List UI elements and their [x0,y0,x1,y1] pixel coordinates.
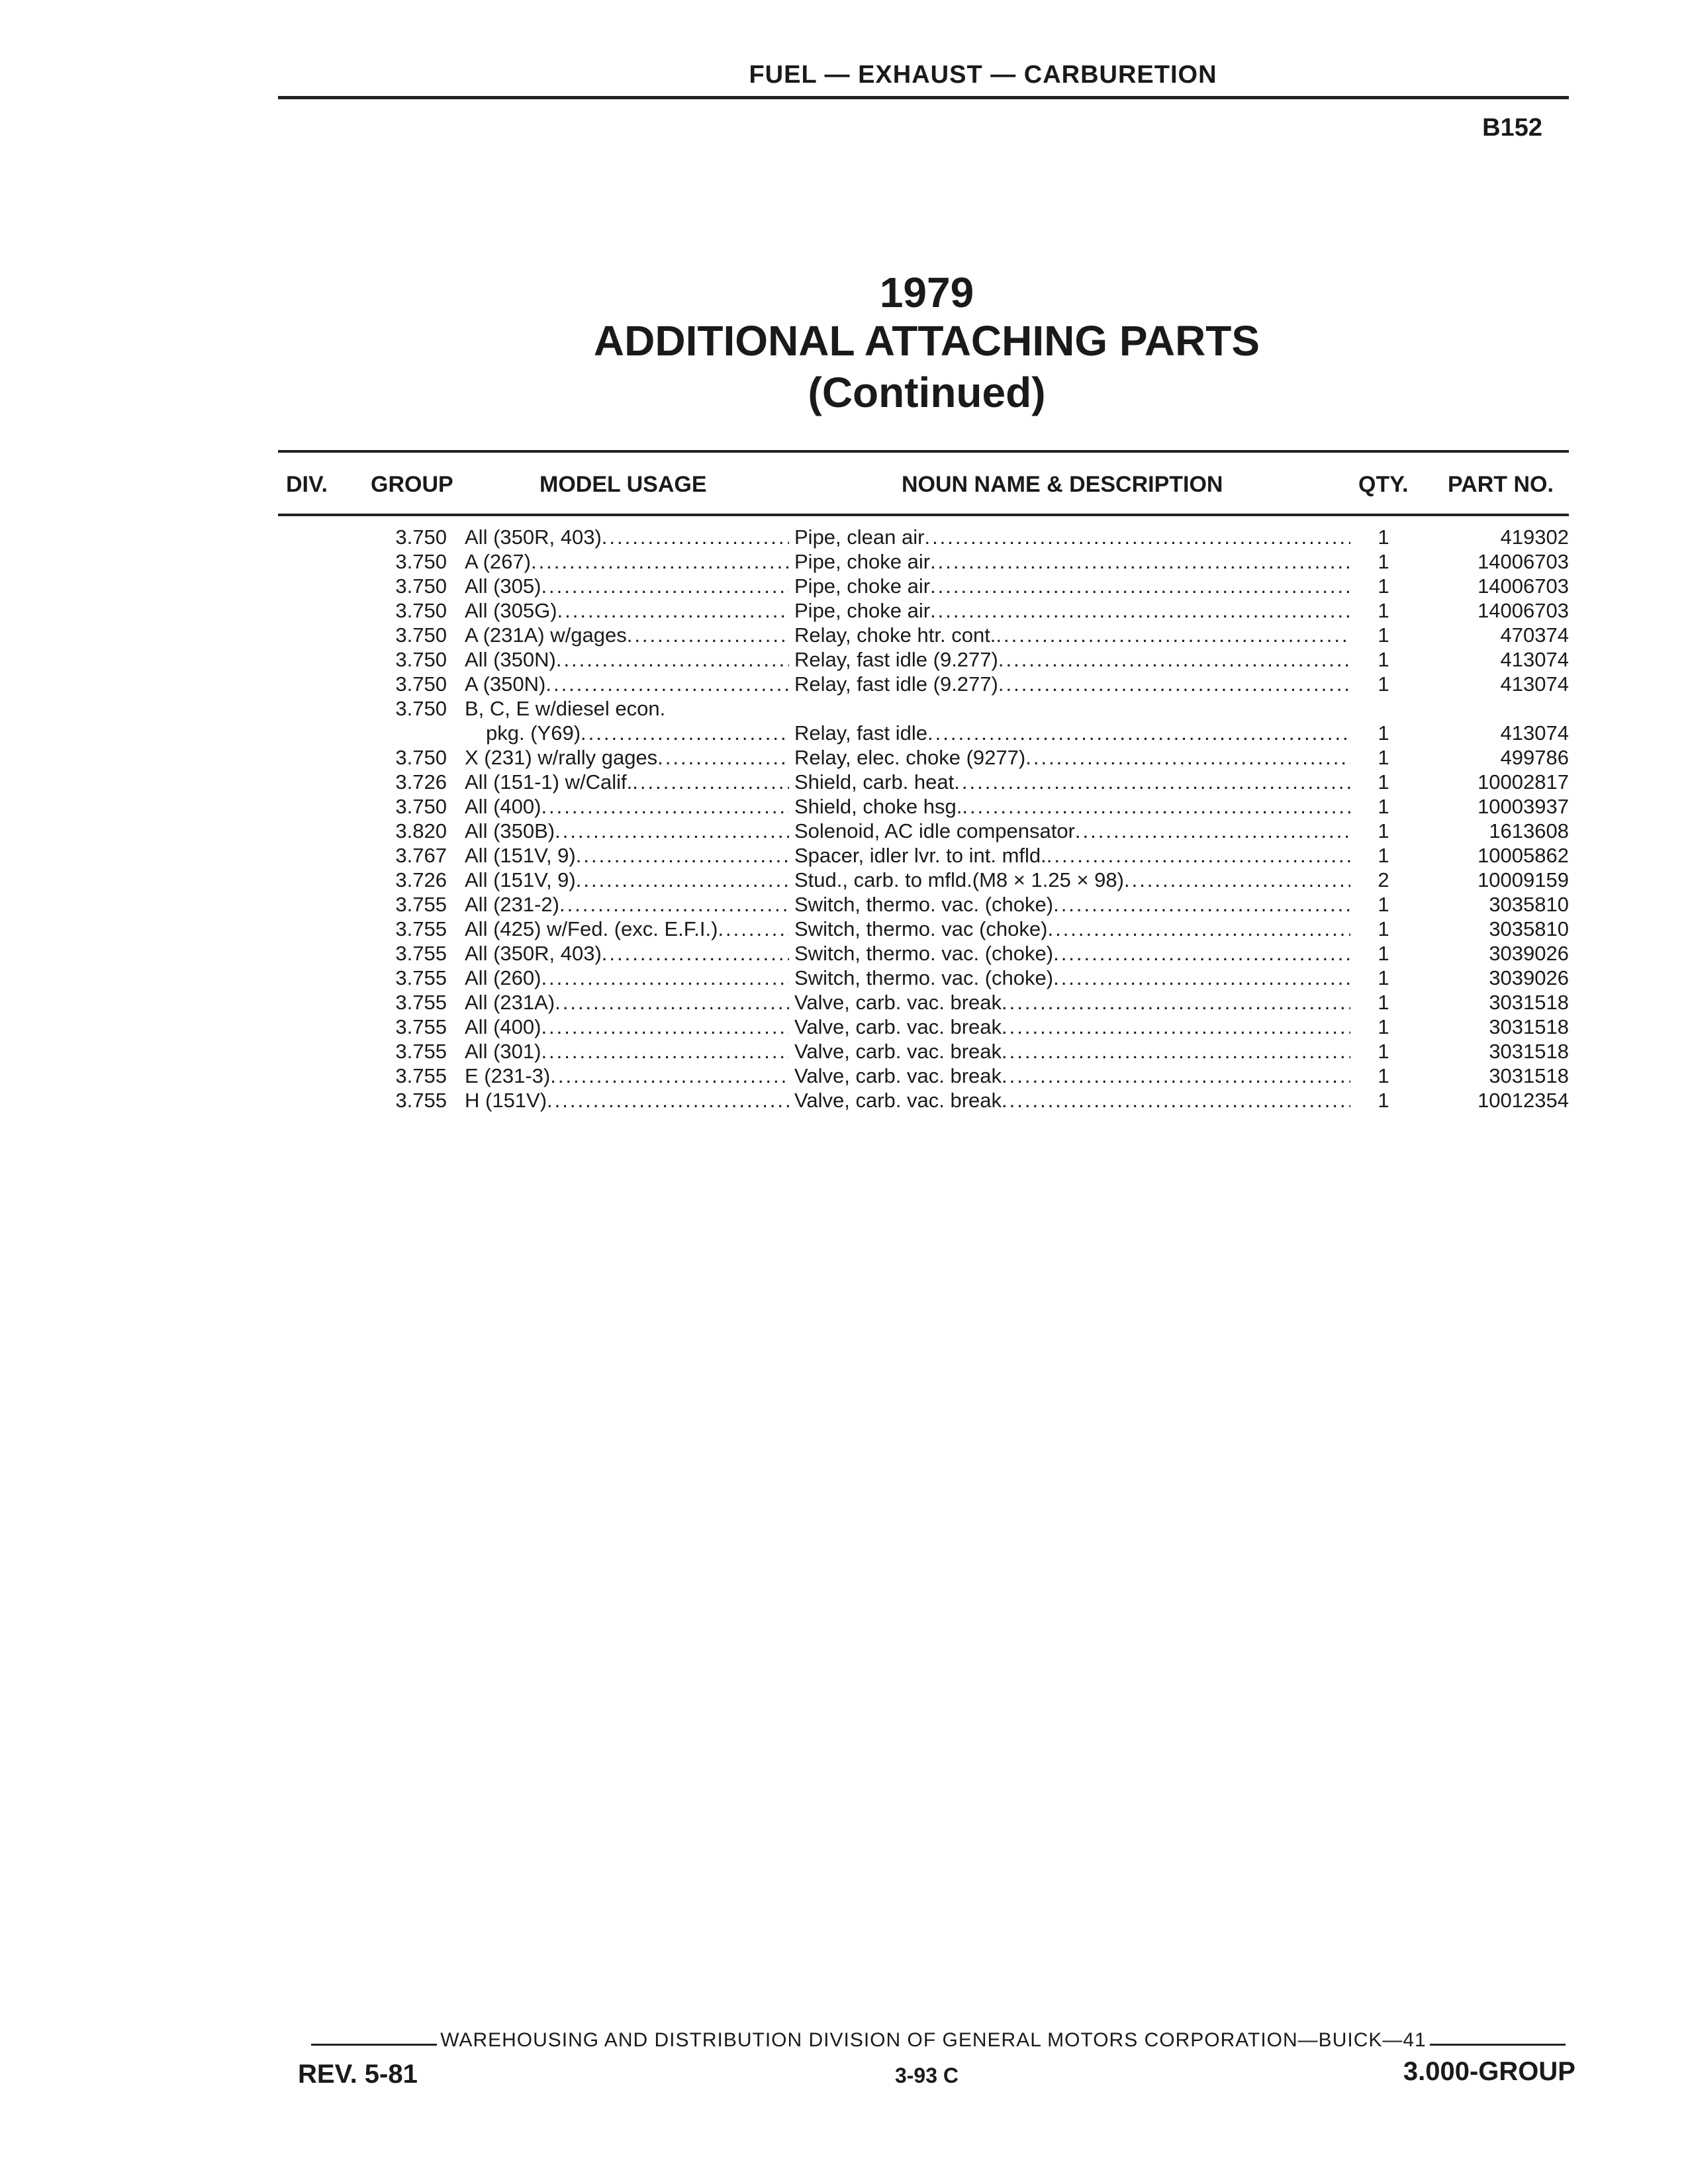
model-usage-cell [465,770,789,794]
part-number-cell: 3031518 [1489,1040,1569,1063]
description-text: Relay, fast idle [794,721,928,745]
model-usage-text: A (267) [465,550,531,573]
dot-leader [930,598,1350,623]
revision-date: REV. 5-81 [298,2060,418,2089]
parts-table [278,525,1569,1113]
table-row [278,941,1569,966]
model-usage-text: All (350N) [465,648,556,671]
model-usage-cell [465,1039,789,1064]
group-cell: 3.755 [395,991,447,1014]
qty-cell: 1 [1378,1040,1389,1063]
description-cell [794,745,1350,770]
description-text: Switch, thermo. vac. (choke) [794,966,1054,989]
model-usage-cell [465,598,789,623]
group-cell: 3.755 [395,1064,447,1087]
dot-leader [559,892,789,917]
group-cell: 3.750 [395,795,447,818]
part-number-cell: 499786 [1500,746,1569,769]
description-cell [794,917,1350,941]
model-usage-cell [465,990,789,1015]
model-usage-text: All (400) [465,1015,541,1038]
model-usage-cell [465,525,789,549]
description-cell [794,892,1350,917]
description-text: Relay, elec. choke (9277) [794,746,1026,769]
description-cell [794,1015,1350,1039]
table-row [278,647,1569,672]
description-cell [794,794,1350,819]
description-text: Switch, thermo. vac. (choke) [794,942,1054,965]
group-cell: 3.750 [395,697,447,720]
group-cell: 3.750 [395,574,447,598]
model-usage-cell [465,696,789,721]
qty-cell: 1 [1378,844,1389,867]
dot-leader [556,647,789,672]
dot-leader [1075,819,1350,843]
model-usage-cell [465,672,789,696]
qty-cell: 1 [1378,599,1389,622]
model-usage-text: All (305G) [465,599,557,622]
model-usage-cell [465,1064,789,1088]
header-rule [278,96,1569,99]
group-cell: 3.755 [395,966,447,989]
page-subheading: (Continued) [808,369,1046,416]
dot-leader [550,1064,789,1088]
dot-leader [541,1015,789,1039]
qty-cell: 1 [1378,795,1389,818]
part-number-cell: 1613608 [1489,819,1569,842]
group-cell: 3.755 [395,1040,447,1063]
dot-leader [962,794,1350,819]
table-row [278,843,1569,868]
description-text: Switch, thermo. vac. (choke) [794,893,1054,916]
description-text: Valve, carb. vac. break [794,1015,1002,1038]
qty-cell: 1 [1378,525,1389,549]
dot-leader [555,990,789,1015]
model-usage-text: All (231-2) [465,893,559,916]
part-number-cell: 3031518 [1489,1015,1569,1038]
group-cell: 3.750 [395,599,447,622]
qty-cell: 1 [1378,574,1389,598]
footer-rule-right [1430,2044,1566,2046]
model-usage-cell [465,966,789,990]
part-number-cell: 3039026 [1489,966,1569,989]
group-cell: 3.767 [395,844,447,867]
part-number-cell: 3039026 [1489,942,1569,965]
column-header-qty: QTY. [1358,472,1409,497]
part-number-cell: 3031518 [1489,1064,1569,1087]
description-cell [794,598,1350,623]
table-row [278,623,1569,647]
model-usage-cell [465,794,789,819]
section-title: FUEL — EXHAUST — CARBURETION [749,61,1217,89]
column-header-group: GROUP [371,472,453,497]
dot-leader [1025,745,1350,770]
model-usage-cell [465,892,789,917]
dot-leader [1053,892,1350,917]
model-usage-text: All (400) [465,795,541,818]
model-usage-text: pkg. (Y69) [486,721,581,745]
model-usage-cell [465,941,789,966]
column-header-description: NOUN NAME & DESCRIPTION [902,472,1223,497]
dot-leader [602,941,789,966]
dot-leader [924,525,1350,549]
table-row [278,868,1569,892]
description-cell [794,770,1350,794]
model-usage-cell [465,1088,789,1113]
dot-leader [545,672,789,696]
dot-leader [1002,1064,1350,1088]
group-cell: 3.750 [395,648,447,671]
model-usage-text: B, C, E w/diesel econ. [465,697,666,720]
table-row [278,990,1569,1015]
table-row [278,672,1569,696]
part-number-cell: 413074 [1500,648,1569,671]
qty-cell: 1 [1378,1015,1389,1038]
dot-leader [1053,941,1350,966]
group-cell: 3.750 [395,746,447,769]
description-cell [794,574,1350,598]
table-row [278,721,1569,745]
dot-leader [557,598,789,623]
description-text: Pipe, clean air [794,525,925,549]
description-text: Switch, thermo. vac (choke) [794,917,1048,940]
qty-cell: 1 [1378,819,1389,842]
description-text: Pipe, choke air [794,574,931,598]
description-cell [794,819,1350,843]
page-number: 3-93 C [894,2064,959,2087]
description-cell [794,1039,1350,1064]
group-cell: 3.726 [395,868,447,891]
model-usage-cell [465,868,789,892]
dot-leader [1047,917,1350,941]
group-cell: 3.750 [395,672,447,696]
model-usage-text: All (260) [465,966,541,989]
model-usage-cell [465,549,789,574]
catalog-year: 1979 [879,269,974,316]
qty-cell: 1 [1378,648,1389,671]
description-text: Spacer, idler lvr. to int. mfld. [794,844,1047,867]
model-usage-text: All (151V, 9) [465,868,576,891]
part-number-cell: 419302 [1500,525,1569,549]
part-number-cell: 3035810 [1489,893,1569,916]
dot-leader [581,721,789,745]
dot-leader [1002,990,1350,1015]
dot-leader [541,1039,789,1064]
qty-cell: 1 [1378,1089,1389,1112]
group-reference: 3.000-GROUP [1403,2057,1575,2086]
description-text: Relay, fast idle (9.277) [794,648,998,671]
qty-cell: 1 [1378,966,1389,989]
model-usage-text: X (231) w/rally gages [465,746,658,769]
description-text: Relay, choke htr. cont. [794,623,996,647]
group-cell: 3.755 [395,1015,447,1038]
dot-leader [657,745,789,770]
table-row [278,819,1569,843]
dot-leader [576,868,789,892]
description-cell [794,941,1350,966]
description-cell [794,1088,1350,1113]
model-usage-text: All (151-1) w/Calif. [465,770,633,794]
dot-leader [541,966,789,990]
model-usage-text: All (350B) [465,819,555,842]
table-row [278,966,1569,990]
dot-leader [632,770,789,794]
part-number-cell: 10012354 [1477,1089,1569,1112]
dot-leader [998,672,1350,696]
group-cell: 3.750 [395,525,447,549]
dot-leader [541,794,789,819]
part-number-cell: 3035810 [1489,917,1569,940]
dot-leader [1053,966,1350,990]
page-heading: ADDITIONAL ATTACHING PARTS [593,317,1260,365]
model-usage-text: E (231-3) [465,1064,551,1087]
qty-cell: 1 [1378,746,1389,769]
description-cell [794,672,1350,696]
part-number-cell: 413074 [1500,672,1569,696]
part-number-cell: 10003937 [1477,795,1569,818]
part-number-cell: 14006703 [1477,599,1569,622]
dot-leader [1124,868,1350,892]
table-row [278,1039,1569,1064]
model-usage-cell [465,843,789,868]
table-row [278,892,1569,917]
table-top-rule [278,450,1569,453]
model-usage-text: H (151V) [465,1089,547,1112]
table-row [278,1064,1569,1088]
description-text: Valve, carb. vac. break [794,991,1002,1014]
model-usage-text: All (350R, 403) [465,942,602,965]
description-text: Stud., carb. to mfld.(M8 × 1.25 × 98) [794,868,1124,891]
description-text: Relay, fast idle (9.277) [794,672,998,696]
qty-cell: 1 [1378,623,1389,647]
model-usage-text: All (231A) [465,991,555,1014]
part-number-cell: 10005862 [1477,844,1569,867]
description-text: Solenoid, AC idle compensator [794,819,1075,842]
group-cell: 3.755 [395,942,447,965]
group-cell: 3.820 [395,819,447,842]
part-number-cell: 470374 [1500,623,1569,647]
table-row [278,1088,1569,1113]
dot-leader [930,574,1350,598]
model-usage-cell [465,917,789,941]
table-row [278,549,1569,574]
table-row [278,794,1569,819]
dot-leader [627,623,789,647]
group-cell: 3.755 [395,1089,447,1112]
dot-leader [602,525,789,549]
description-text: Shield, choke hsg. [794,795,962,818]
part-number-cell: 14006703 [1477,574,1569,598]
dot-leader [541,574,789,598]
model-usage-text: All (425) w/Fed. (exc. E.F.I.) [465,917,718,940]
table-row [278,598,1569,623]
dot-leader [1002,1015,1350,1039]
qty-cell: 1 [1378,550,1389,573]
footer-rule-left [311,2044,437,2046]
column-header-part-no: PART NO. [1448,472,1554,497]
qty-cell: 1 [1378,942,1389,965]
dot-leader [996,623,1350,647]
table-row [278,574,1569,598]
qty-cell: 1 [1378,917,1389,940]
model-usage-cell [465,574,789,598]
qty-cell: 1 [1378,893,1389,916]
qty-cell: 1 [1378,721,1389,745]
model-usage-cell [465,623,789,647]
dot-leader [1002,1039,1350,1064]
description-cell [794,990,1350,1015]
description-cell [794,868,1350,892]
qty-cell: 1 [1378,672,1389,696]
part-number-cell: 10009159 [1477,868,1569,891]
qty-cell: 1 [1378,770,1389,794]
model-usage-cell [465,721,789,745]
dot-leader [954,770,1350,794]
qty-cell: 1 [1378,1064,1389,1087]
description-cell [794,721,1350,745]
dot-leader [576,843,789,868]
dot-leader [555,819,789,843]
table-header-rule [278,514,1569,516]
dot-leader [1002,1088,1350,1113]
dot-leader [547,1088,789,1113]
dot-leader [927,721,1350,745]
part-number-cell: 14006703 [1477,550,1569,573]
model-usage-text: All (350R, 403) [465,525,602,549]
group-cell: 3.755 [395,893,447,916]
description-cell [794,549,1350,574]
model-usage-cell [465,1015,789,1039]
description-text: Pipe, choke air [794,550,931,573]
dot-leader [531,549,789,574]
dot-leader [930,549,1350,574]
group-cell: 3.755 [395,917,447,940]
description-text: Pipe, choke air [794,599,931,622]
description-cell [794,525,1350,549]
table-row [278,696,1569,721]
model-usage-text: All (305) [465,574,541,598]
group-cell: 3.750 [395,623,447,647]
model-usage-cell [465,819,789,843]
dot-leader [718,917,789,941]
description-cell [794,1064,1350,1088]
description-cell [794,843,1350,868]
part-number-cell: 3031518 [1489,991,1569,1014]
description-cell [794,647,1350,672]
table-row [278,745,1569,770]
description-text: Valve, carb. vac. break [794,1040,1002,1063]
description-text: Shield, carb. heat [794,770,955,794]
description-cell [794,623,1350,647]
model-usage-cell [465,647,789,672]
dot-leader [1047,843,1350,868]
model-usage-text: All (301) [465,1040,541,1063]
page-code: B152 [1482,114,1542,142]
description-text: Valve, carb. vac. break [794,1089,1002,1112]
table-row [278,1015,1569,1039]
group-cell: 3.750 [395,550,447,573]
part-number-cell: 10002817 [1477,770,1569,794]
table-row [278,525,1569,549]
dot-leader [998,647,1350,672]
description-text: Valve, carb. vac. break [794,1064,1002,1087]
footer-publisher-line: WAREHOUSING AND DISTRIBUTION DIVISION OF GENERAL MOTORS CORPORATION—BUICK—41 [440,2029,1427,2051]
model-usage-text: All (151V, 9) [465,844,576,867]
model-usage-cell [465,745,789,770]
model-usage-text: A (350N) [465,672,546,696]
table-row [278,770,1569,794]
column-header-div: DIV. [286,472,328,497]
model-usage-text: A (231A) w/gages [465,623,627,647]
qty-cell: 1 [1378,991,1389,1014]
description-cell [794,966,1350,990]
table-row [278,917,1569,941]
group-cell: 3.726 [395,770,447,794]
part-number-cell: 413074 [1500,721,1569,745]
qty-cell: 2 [1378,868,1389,891]
column-header-model-usage: MODEL USAGE [539,472,707,497]
